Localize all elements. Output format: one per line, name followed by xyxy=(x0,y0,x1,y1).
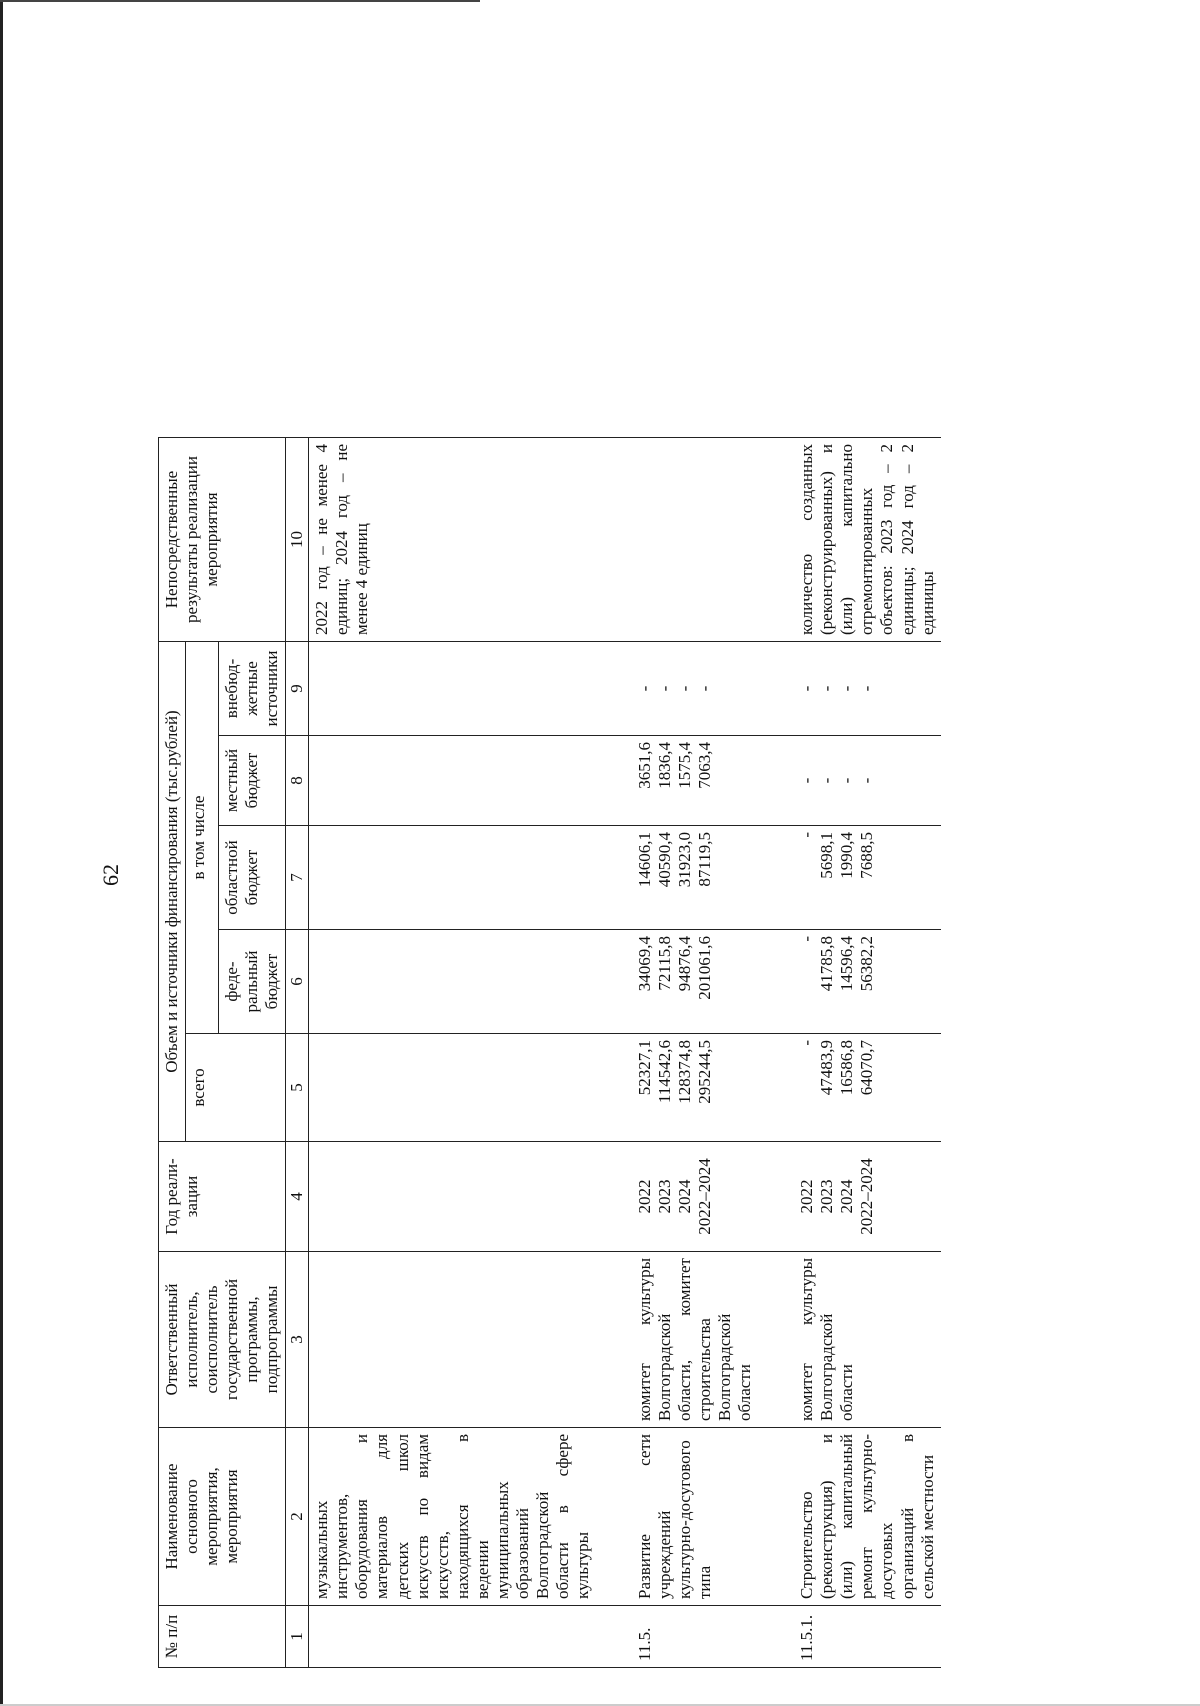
cell-result xyxy=(632,438,758,642)
cell-local xyxy=(794,736,940,826)
local-value: - xyxy=(817,777,837,784)
extrabudget-value: - xyxy=(695,685,715,692)
local-value: 3651,6 xyxy=(634,742,654,789)
federal-value: 14596,4 xyxy=(837,936,857,992)
column-number: 4 xyxy=(286,1142,309,1252)
column-number: 9 xyxy=(286,642,309,736)
extrabudget-value: - xyxy=(837,685,857,692)
cell-extrabudget xyxy=(632,642,758,736)
cell-years xyxy=(632,1142,758,1252)
header-result: Непосредственные результаты реализации мероприятия xyxy=(159,438,286,642)
federal-value: 201061,6 xyxy=(695,936,715,1000)
regional-value: 87119,5 xyxy=(695,832,715,887)
header-federal: феде-ральный бюджет xyxy=(219,930,286,1034)
federal-value: 34069,4 xyxy=(634,936,654,992)
header-name: Наименование основного мероприятия, мероприятия xyxy=(159,1428,286,1606)
header-executor: Ответственный исполнитель, соисполнитель государственной программы, подпрограммы xyxy=(159,1252,286,1428)
year-value: 2023 xyxy=(655,1179,675,1214)
regional-value: 31923,0 xyxy=(675,832,695,888)
table-row xyxy=(794,438,940,1668)
header-incl: в том числе xyxy=(186,642,219,1034)
regional-value: 7688,5 xyxy=(857,832,877,879)
cell-regional xyxy=(632,826,758,930)
cell-result: 2022 год – не менее 4 единиц; 2024 год – не менее 4 единиц xyxy=(309,438,596,642)
federal-value: 94876,4 xyxy=(675,936,695,992)
cell-federal xyxy=(794,930,940,1034)
local-value: 1836,4 xyxy=(655,742,675,789)
cell-local xyxy=(632,736,758,826)
page-number: 62 xyxy=(98,864,123,886)
regional-value: 14606,1 xyxy=(634,832,654,888)
header-financing: Объем и источники финансирования (тыс.рублей) xyxy=(159,642,186,1142)
cell-total xyxy=(794,1034,940,1142)
column-number: 7 xyxy=(286,826,309,930)
extrabudget-value: - xyxy=(857,685,877,692)
total-value: 47483,9 xyxy=(817,1040,837,1096)
federal-value: 41785,8 xyxy=(817,936,837,992)
cell-total xyxy=(632,1034,758,1142)
year-value: 2022 xyxy=(634,1179,654,1214)
year-value: 2022–2024 xyxy=(857,1158,877,1235)
header-extrabudget: внебюд-жетные источники xyxy=(219,642,286,736)
federal-value: - xyxy=(797,936,817,942)
year-value: 2022–2024 xyxy=(695,1158,715,1235)
total-value: 16586,8 xyxy=(837,1040,857,1096)
header-year: Год реали-зации xyxy=(159,1142,286,1252)
cell-name: Строительство (реконструкция) и (или) капитальный ремонт культурно-досуговых организаций в сельской местности xyxy=(794,1428,940,1606)
cell-executor: комитет культуры Волгоградской области xyxy=(794,1252,940,1428)
column-number: 8 xyxy=(286,736,309,826)
regional-value: 1990,4 xyxy=(837,832,857,879)
header-regional: областной бюджет xyxy=(219,826,286,930)
total-value: 128374,8 xyxy=(675,1040,695,1104)
column-number: 1 xyxy=(286,1606,309,1668)
header-total: всего xyxy=(186,1034,286,1142)
extrabudget-value: - xyxy=(634,685,654,692)
extrabudget-value: - xyxy=(675,685,695,692)
year-value: 2024 xyxy=(675,1179,695,1214)
regional-value: 5698,1 xyxy=(817,832,837,879)
extrabudget-value: - xyxy=(797,685,817,692)
cell-number: 11.5.1. xyxy=(794,1606,940,1668)
regional-value: 40590,4 xyxy=(655,832,675,888)
table-row xyxy=(632,438,758,1668)
table-row-continuation xyxy=(309,438,596,1668)
local-value: - xyxy=(797,777,817,784)
header-row xyxy=(159,438,186,1668)
total-value: 64070,7 xyxy=(857,1040,877,1096)
column-number: 2 xyxy=(286,1428,309,1606)
local-value: 1575,4 xyxy=(675,742,695,789)
cell-extrabudget xyxy=(794,642,940,736)
cell-result: количество созданных (реконструированных) и (или) капитально отремонтированных объектов: 2023 год – 2 единицы; 2024 год – 2 единицы xyxy=(794,438,940,642)
column-number-row xyxy=(286,438,309,1668)
cell-executor: комитет культуры Волгоградской области, комитет строительства Волгоградской области xyxy=(632,1252,758,1428)
column-number: 3 xyxy=(286,1252,309,1428)
cell-years xyxy=(794,1142,940,1252)
column-number: 6 xyxy=(286,930,309,1034)
header-local: местный бюджет xyxy=(219,736,286,826)
extrabudget-value: - xyxy=(817,685,837,692)
total-value: 114542,6 xyxy=(655,1040,675,1104)
federal-value: 56382,2 xyxy=(857,936,877,992)
year-value: 2024 xyxy=(837,1179,857,1214)
total-value: - xyxy=(797,1040,817,1046)
cell-number: 11.5. xyxy=(632,1606,758,1668)
local-value: - xyxy=(837,777,857,784)
local-value: - xyxy=(857,777,877,784)
financing-table xyxy=(158,437,941,1668)
rotated-page-content xyxy=(148,0,1200,1706)
federal-value: 72115,8 xyxy=(655,936,675,991)
cell-name: музыкальных инструментов, оборудования и материалов для детских школ искусств по видам искусств, находящихся в ведении муниципальных образований Волгоградской области в сфере культуры xyxy=(309,1428,596,1606)
cell-federal xyxy=(632,930,758,1034)
header-number: № п/п xyxy=(159,1606,286,1668)
cell-regional xyxy=(794,826,940,930)
cell-name: Развитие сети учреждений культурно-досугового типа xyxy=(632,1428,758,1606)
year-value: 2023 xyxy=(817,1179,837,1214)
column-number: 10 xyxy=(286,438,309,642)
extrabudget-value: - xyxy=(655,685,675,692)
year-value: 2022 xyxy=(797,1179,817,1214)
local-value: 7063,4 xyxy=(695,742,715,789)
total-value: 52327,1 xyxy=(634,1040,654,1096)
column-number: 5 xyxy=(286,1034,309,1142)
scan-edge xyxy=(0,0,3,1706)
regional-value: - xyxy=(797,832,817,838)
total-value: 295244,5 xyxy=(695,1040,715,1104)
